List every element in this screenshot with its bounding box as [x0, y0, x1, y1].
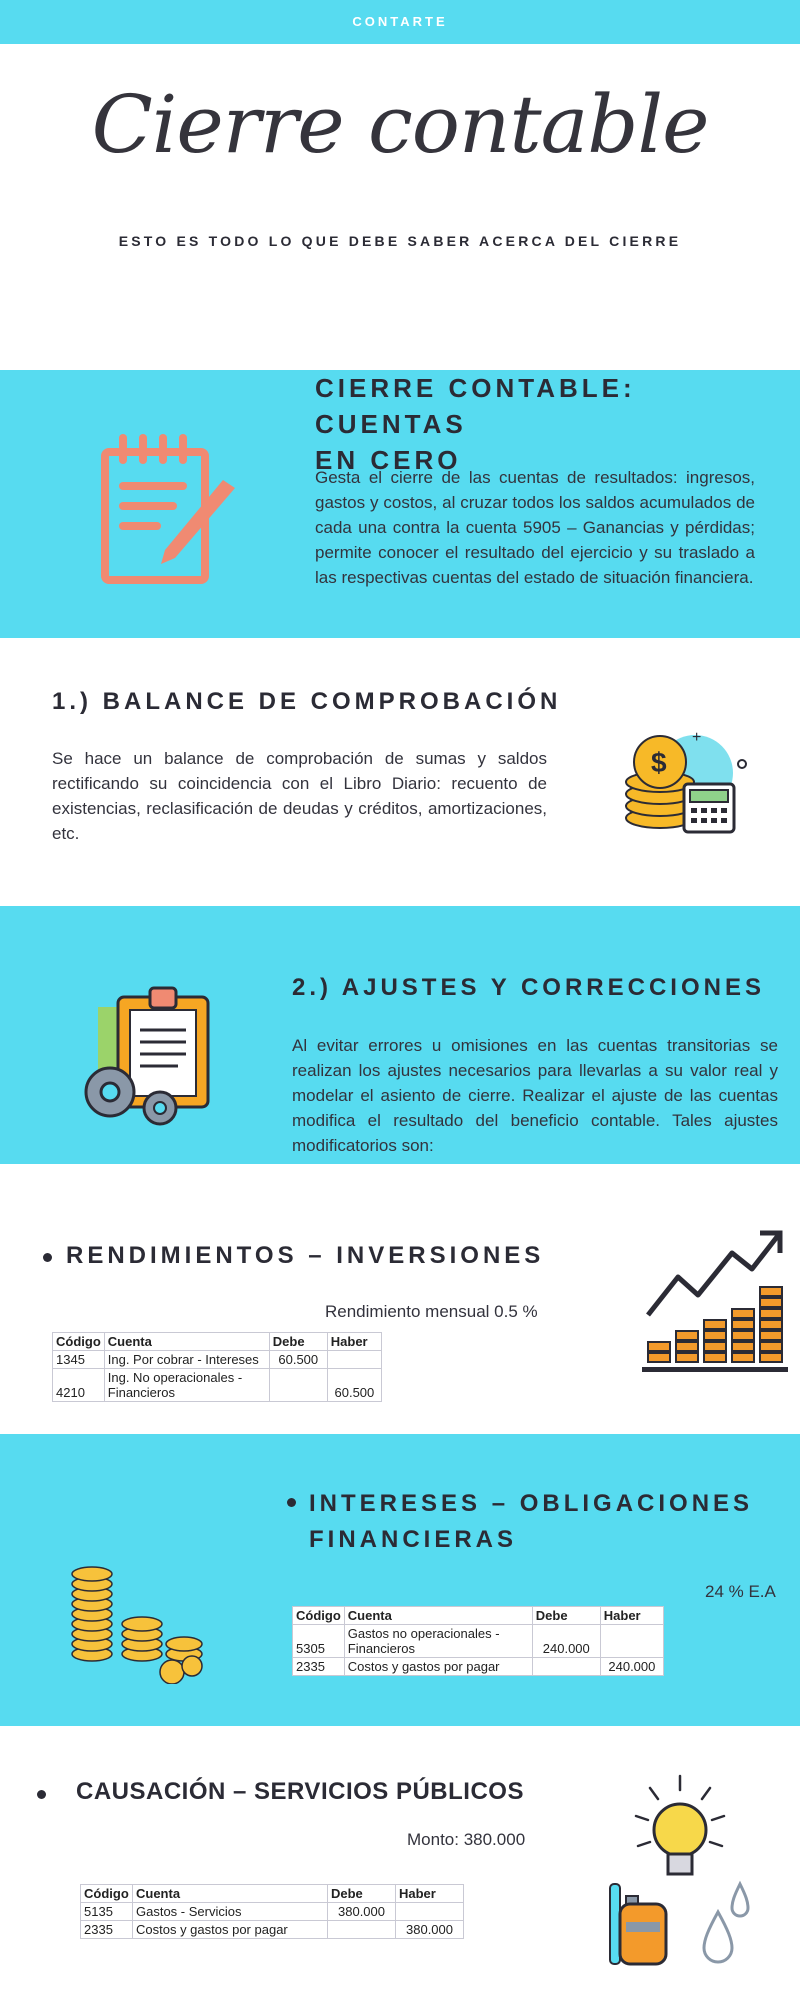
col-codigo: Código [293, 1607, 345, 1625]
cell-haber: 380.000 [396, 1921, 464, 1939]
table-row [293, 1625, 664, 1658]
col-haber: Haber [600, 1607, 663, 1625]
bullet-dot [37, 1790, 46, 1799]
cell-cuenta: Ing. No operacionales - Financieros [104, 1369, 269, 1402]
rendimientos-table [52, 1332, 382, 1402]
causacion-table [80, 1884, 464, 1939]
cell-cuenta: Gastos - Servicios [133, 1903, 328, 1921]
cell-cuenta: Costos y gastos por pagar [133, 1921, 328, 1939]
col-cuenta: Cuenta [104, 1333, 269, 1351]
cell-codigo: 1345 [53, 1351, 105, 1369]
balance-body: Se hace un balance de comprobación de sumas y saldos rectificando su coincidencia con el Libro Diario: recuento de existencias, reclasificación de deudas y créditos, amortizaciones, etc. [52, 749, 547, 843]
page-title: Cierre contable [91, 78, 709, 171]
coin-stacks-icon [62, 1554, 212, 1684]
cell-codigo: 2335 [293, 1658, 345, 1676]
cell-haber [396, 1903, 464, 1921]
intereses-heading [309, 1486, 753, 1558]
cell-cuenta: Costos y gastos por pagar [344, 1658, 532, 1676]
cell-debe: 380.000 [328, 1903, 396, 1921]
table-row [81, 1903, 464, 1921]
clipboard-gears-icon [78, 982, 228, 1132]
causacion-note: Monto: 380.000 [407, 1830, 526, 1849]
cell-cuenta: Ing. Por cobrar - Intereses [104, 1351, 269, 1369]
ajustes-heading: 2.) AJUSTES Y CORRECCIONES [292, 974, 765, 1001]
intereses-note: 24 % E.A [705, 1582, 776, 1601]
intereses-section [0, 1434, 800, 1726]
bullet-dot [43, 1253, 52, 1262]
top-bar [0, 0, 800, 44]
cell-debe [328, 1921, 396, 1939]
cell-debe: 60.500 [269, 1351, 327, 1369]
intereses-table [292, 1606, 664, 1676]
col-debe: Debe [532, 1607, 600, 1625]
table-row [53, 1351, 382, 1369]
balance-heading: 1.) BALANCE DE COMPROBACIÓN [52, 688, 562, 715]
intro-body: Gesta el cierre de las cuentas de resultados: ingresos, gastos y costos, al cruzar todos los saldos acumulados de cada una contra la cuenta 5905 – Ganancias y pérdidas; permite conocer el resultado del ejercicio y su traslado a las respectivas cuentas del estado de situación financiera. [315, 468, 755, 587]
cell-haber: 240.000 [600, 1658, 663, 1676]
cell-debe [269, 1369, 327, 1402]
page-subtitle: ESTO ES TODO LO QUE DEBE SABER ACERCA DEL CIERRE [118, 233, 682, 249]
col-debe: Debe [328, 1885, 396, 1903]
col-codigo: Código [81, 1885, 133, 1903]
rendimientos-heading: RENDIMIENTOS – INVERSIONES [66, 1242, 545, 1269]
intro-heading-line2: EN CERO [315, 445, 462, 475]
bullet-dot [287, 1498, 296, 1507]
table-header-row [81, 1885, 464, 1903]
cell-haber [600, 1625, 663, 1658]
cell-debe: 240.000 [532, 1625, 600, 1658]
growth-chart-coins-icon [640, 1225, 790, 1375]
col-haber: Haber [396, 1885, 464, 1903]
intro-section [0, 370, 800, 638]
table-row [293, 1658, 664, 1676]
cell-haber: 60.500 [327, 1369, 381, 1402]
col-codigo: Código [53, 1333, 105, 1351]
ajustes-body: Al evitar errores u omisiones en las cuentas transitorias se realizan los ajustes necesarios para llevarlas a su valor real y modelar el asiento de cierre. Realizar el ajuste de las cuentas modifica el resultado del beneficio contable. Tales ajustes modificatorios son: [292, 1036, 778, 1155]
cell-codigo: 4210 [53, 1369, 105, 1402]
table-row [53, 1369, 382, 1402]
table-header-row [293, 1607, 664, 1625]
intro-heading [315, 370, 785, 478]
col-cuenta: Cuenta [344, 1607, 532, 1625]
cell-cuenta: Gastos no operacionales - Financieros [344, 1625, 532, 1658]
col-debe: Debe [269, 1333, 327, 1351]
col-cuenta: Cuenta [133, 1885, 328, 1903]
rendimientos-note: Rendimiento mensual 0.5 % [325, 1302, 538, 1321]
cell-haber [327, 1351, 381, 1369]
cell-codigo: 2335 [81, 1921, 133, 1939]
brand-label: CONTARTE [352, 14, 448, 29]
cell-codigo: 5135 [81, 1903, 133, 1921]
notepad-pencil-icon [95, 430, 245, 590]
table-header-row [53, 1333, 382, 1351]
col-haber: Haber [327, 1333, 381, 1351]
cell-codigo: 5305 [293, 1625, 345, 1658]
intereses-heading-line1: INTERESES – OBLIGACIONES [309, 1490, 754, 1517]
intro-heading-line1: CIERRE CONTABLE: CUENTAS [315, 373, 636, 439]
causacion-heading: CAUSACIÓN – SERVICIOS PÚBLICOS [76, 1778, 524, 1805]
ajustes-section [0, 906, 800, 1164]
table-row [81, 1921, 464, 1939]
svg-text:$: $ [651, 747, 667, 778]
coins-calculator-icon [600, 728, 750, 838]
cell-debe [532, 1658, 600, 1676]
intereses-heading-line2: FINANCIERAS [309, 1526, 518, 1553]
utilities-icon [608, 1772, 758, 1977]
svg-text:+: + [692, 729, 702, 746]
